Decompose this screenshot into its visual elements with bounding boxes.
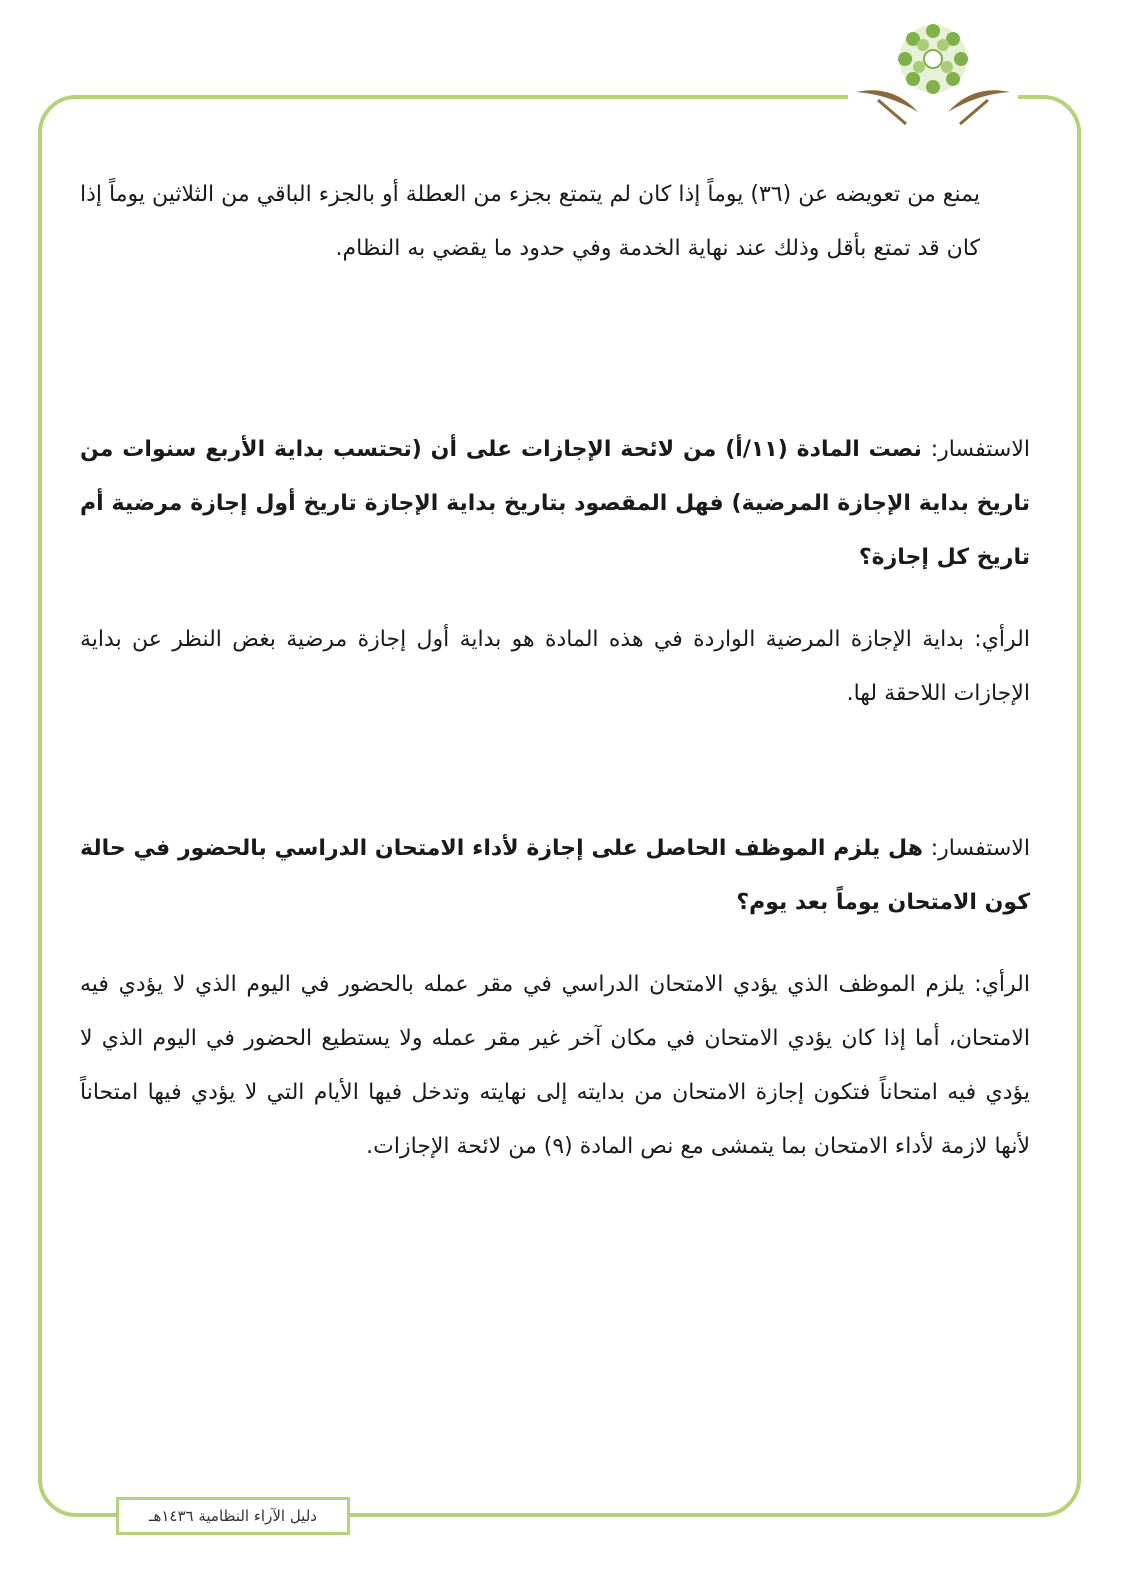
opinion-text: يلزم الموظف الذي يؤدي الامتحان الدراسي في مقر عمله بالحضور في اليوم الذي لا يؤدي فيه الامتحان، أما إذا كان يؤدي الامتحان في مكان آخر غير مقر عمله ولا يستطيع الحضور في اليوم الذي لا يؤدي فيه امتحاناً فتكون إجازة الامتحان من بدايته إلى نهايته وتدخل فيها الأيام التي لا يؤدي فيها امتحاناً لأنها لازمة لأداء الامتحان بما يتمشى مع نص المادة (٩) من لائحة الإجازات.	[80, 972, 1030, 1159]
palm-emblem-icon	[848, 14, 1018, 132]
opinion-1	[80, 613, 1030, 721]
footer-label: دليل الآراء النظامية ١٤٣٦هـ	[116, 1497, 350, 1535]
inquiry-2	[80, 822, 1030, 930]
page-frame	[38, 95, 1081, 1517]
opinion-label: الرأي:	[974, 627, 1030, 652]
paragraph-text: يمنع من تعويضه عن (٣٦) يوماً إذا كان لم يتمتع بجزء من العطلة أو بالجزء الباقي من الثلاثين يوماً إذا كان قد تمتع بأقل وذلك عند نهاية الخدمة وفي حدود ما يقضي به النظام.	[80, 182, 980, 261]
inquiry-label: الاستفسار:	[930, 437, 1030, 462]
opinion-2	[80, 958, 1030, 1174]
opinion-label: الرأي:	[974, 972, 1030, 997]
inquiry-text: نصت المادة (١١/أ) من لائحة الإجازات على أن (تحتسب بداية الأربع سنوات من تاريخ بداية الإجازة المرضية) فهل المقصود بتاريخ بداية الإجازة تاريخ أول إجازة مرضية أم تاريخ كل إجازة؟	[80, 437, 1030, 570]
inquiry-label: الاستفسار:	[930, 836, 1030, 861]
inquiry-1	[80, 423, 1030, 585]
opinion-text: بداية الإجازة المرضية الواردة في هذه المادة هو بداية أول إجازة مرضية بغض النظر عن بداية الإجازات اللاحقة لها.	[80, 627, 1030, 706]
article-paragraph-continuation	[80, 168, 1030, 276]
inquiry-text: هل يلزم الموظف الحاصل على إجازة لأداء الامتحان الدراسي بالحضور في حالة كون الامتحان يوماً بعد يوم؟	[80, 836, 1030, 915]
